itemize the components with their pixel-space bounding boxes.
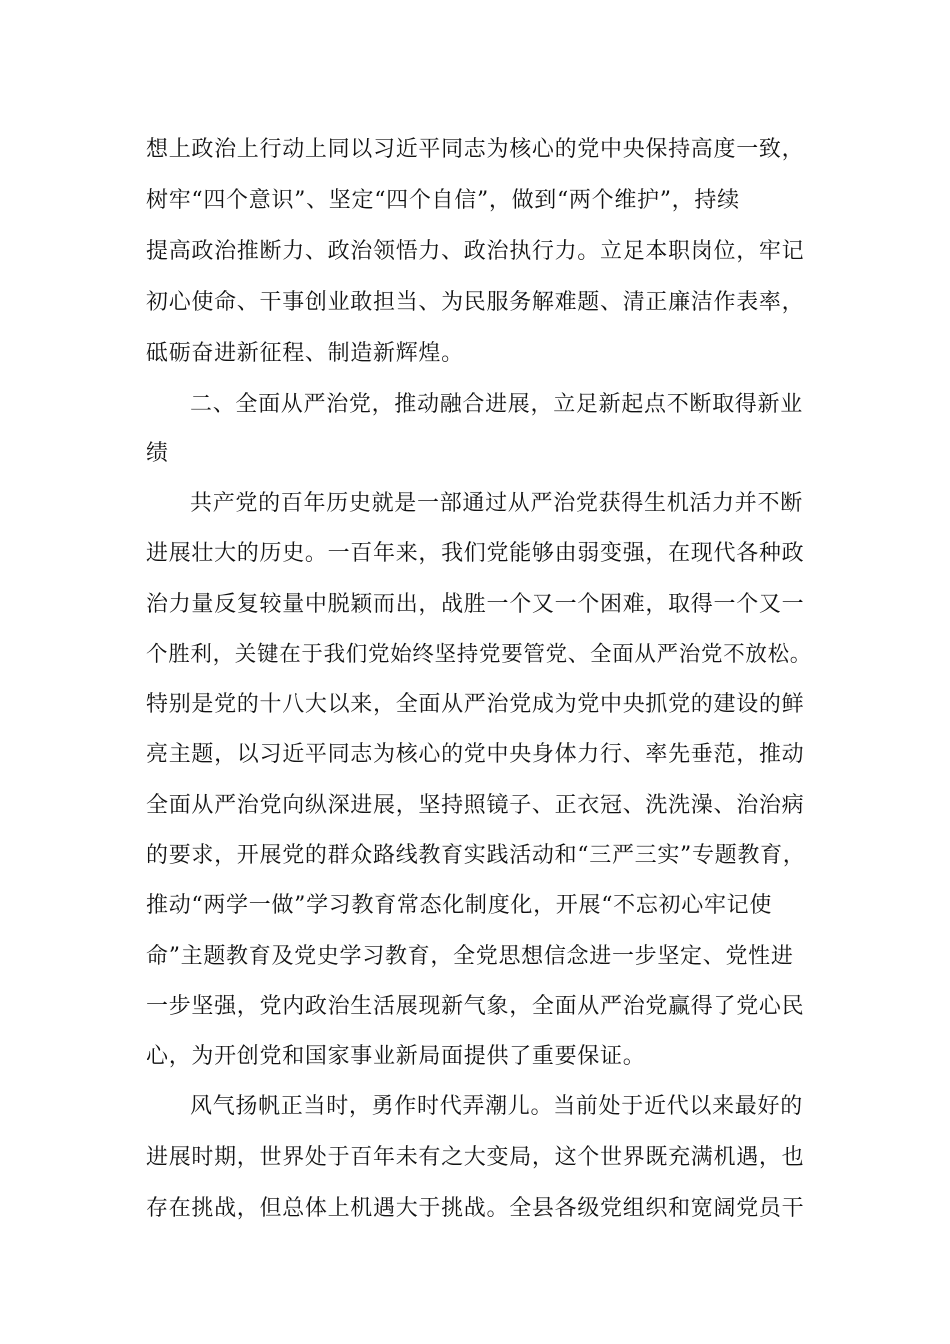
text-line: 一步坚强，党内政治生活展现新气象，全面从严治党赢得了党心民 xyxy=(146,994,805,1019)
text-line: 治力量反复较量中脱颖而出，战胜一个又一个困难，取得一个又一 xyxy=(146,592,805,617)
text-line: 初心使命、干事创业敢担当、为民服务解难题、清正廉洁作表率， xyxy=(146,290,805,315)
text-line: 风气扬帆正当时，勇作时代弄潮儿。当前处于近代以来最好的 xyxy=(190,1094,803,1119)
section-heading-continued: 绩 xyxy=(146,441,169,466)
text-line: 砥砺奋进新征程、制造新辉煌。 xyxy=(146,341,464,366)
text-line: 树牢“四个意识”、坚定“四个自信”，做到“两个维护”，持续 xyxy=(146,188,740,213)
text-line: 全面从严治党向纵深进展，坚持照镜子、正衣冠、洗洗澡、治治病 xyxy=(146,793,805,818)
text-line: 的要求，开展党的群众路线教育实践活动和“三严三实”专题教育， xyxy=(146,843,806,868)
text-line: 亮主题，以习近平同志为核心的党中央身体力行、率先垂范，推动 xyxy=(146,742,805,767)
text-line: 进展壮大的历史。一百年来，我们党能够由弱变强，在现代各种政 xyxy=(146,541,805,566)
text-line: 存在挑战，但总体上机遇大于挑战。全县各级党组织和宽阔党员干 xyxy=(146,1196,805,1221)
text-line: 心，为开创党和国家事业新局面提供了重要保证。 xyxy=(146,1044,646,1069)
section-heading: 二、全面从严治党，推动融合进展，立足新起点不断取得新业 xyxy=(190,392,803,417)
text-line: 特别是党的十八大以来，全面从严治党成为党中央抓党的建设的鲜 xyxy=(146,692,805,717)
text-line: 推动“两学一做”学习教育常态化制度化，开展“不忘初心牢记使 xyxy=(146,893,773,918)
text-line: 命”主题教育及党史学习教育，全党思想信念进一步坚定、党性进 xyxy=(146,944,794,969)
text-line: 提高政治推断力、政治领悟力、政治执行力。立足本职岗位，牢记 xyxy=(146,239,805,264)
text-line: 进展时期，世界处于百年未有之大变局，这个世界既充满机遇，也 xyxy=(146,1145,805,1170)
text-line: 共产党的百年历史就是一部通过从严治党获得生机活力并不断 xyxy=(190,491,803,516)
text-line: 想上政治上行动上同以习近平同志为核心的党中央保持高度一致， xyxy=(146,137,805,162)
text-line: 个胜利，关键在于我们党始终坚持党要管党、全面从严治党不放松。 xyxy=(146,642,813,667)
